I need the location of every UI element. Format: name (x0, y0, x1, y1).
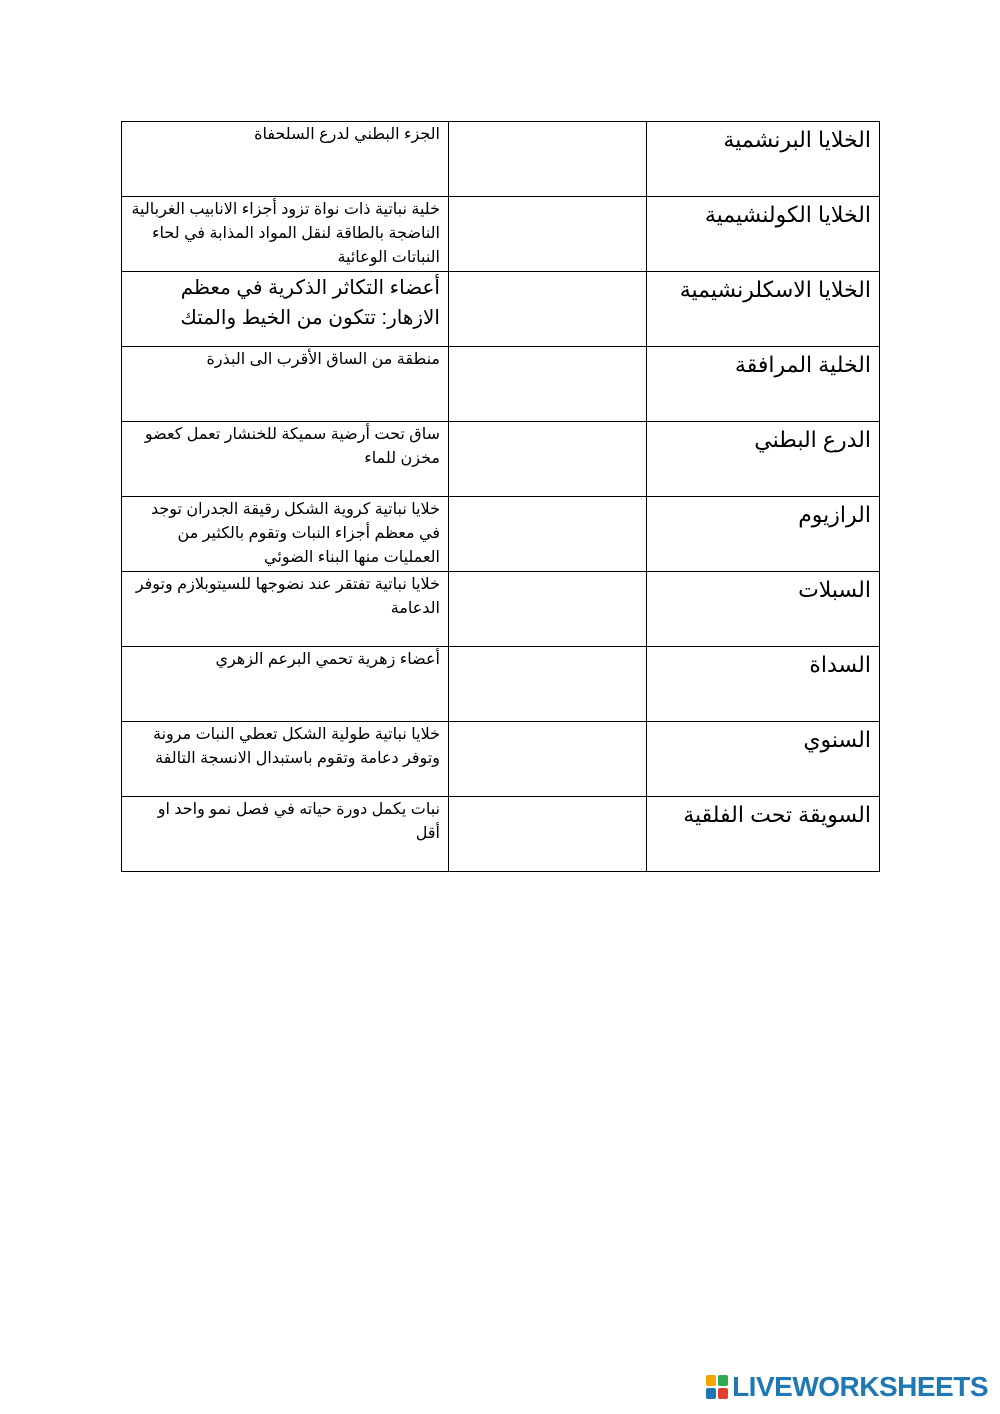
term-text: الدرع البطني (754, 427, 871, 452)
definition-text: ساق تحت أرضية سميكة للخنشار تعمل كعضو مخزن للماء (144, 426, 440, 467)
term-cell (647, 572, 880, 647)
definition-cell (122, 122, 449, 197)
definition-cell (122, 722, 449, 797)
term-cell (647, 122, 880, 197)
match-answer-cell[interactable] (449, 497, 647, 572)
definition-text: أعضاء التكاثر الذكرية في معظم الازهار: تتكون من الخيط والمتك (180, 277, 440, 329)
table-row (122, 647, 880, 722)
brand-name: LIVEWORKSHEETS (732, 1371, 988, 1402)
definition-text: خلية نباتية ذات نواة تزود أجزاء الانابيب الغربالية الناضجة بالطاقة لنقل المواد المذابة في لحاء النباتات الوعائية (131, 201, 440, 266)
term-cell (647, 722, 880, 797)
term-cell (647, 797, 880, 872)
term-cell (647, 497, 880, 572)
term-text: السبلات (798, 577, 871, 602)
definition-cell (122, 272, 449, 347)
term-cell (647, 197, 880, 272)
table-row (122, 122, 880, 197)
definition-text: الجزء البطني لدرع السلحفاة (254, 126, 440, 143)
liveworksheets-logo (706, 1372, 988, 1402)
term-cell (647, 272, 880, 347)
table-row (122, 722, 880, 797)
term-cell (647, 347, 880, 422)
table-row (122, 572, 880, 647)
match-answer-cell[interactable] (449, 272, 647, 347)
match-drop-zone[interactable] (457, 422, 638, 494)
logo-square-3 (706, 1388, 716, 1399)
definition-cell (122, 572, 449, 647)
term-text: الخلية المرافقة (734, 352, 871, 377)
table-row (122, 497, 880, 572)
definition-cell (122, 197, 449, 272)
definition-text: خلايا نباتية كروية الشكل رقيقة الجدران توجد في معظم أجزاء النبات وتقوم بالكثير من العمليات منها البناء الضوئي (150, 501, 440, 566)
term-cell (647, 422, 880, 497)
term-text: الرازيوم (798, 502, 871, 527)
definition-text: خلايا نباتية طولية الشكل تعطي النبات مرونة وتوفر دعامة وتقوم باستبدال الانسجة التالفة (153, 726, 440, 767)
match-answer-cell[interactable] (449, 422, 647, 497)
term-cell (647, 647, 880, 722)
match-drop-zone[interactable] (457, 347, 638, 419)
definition-text: منطقة من الساق الأقرب الى البذرة (206, 351, 440, 368)
matching-table (121, 121, 880, 872)
definition-text: نبات يكمل دورة حياته في فصل نمو واحد او أقل (157, 801, 440, 842)
definition-cell (122, 347, 449, 422)
table-row (122, 347, 880, 422)
match-answer-cell[interactable] (449, 722, 647, 797)
definition-cell (122, 422, 449, 497)
match-drop-zone[interactable] (457, 797, 638, 869)
match-answer-cell[interactable] (449, 797, 647, 872)
term-text: السداة (809, 652, 871, 677)
definition-cell (122, 797, 449, 872)
match-drop-zone[interactable] (457, 647, 638, 719)
term-text: الخلايا الكولنشيمية (704, 202, 871, 227)
table-row (122, 197, 880, 272)
match-answer-cell[interactable] (449, 122, 647, 197)
table-body (122, 122, 880, 872)
term-text: الخلايا البرنشمية (723, 127, 871, 152)
definition-text: أعضاء زهرية تحمي البرعم الزهري (215, 651, 440, 668)
liveworksheets-icon (706, 1375, 728, 1399)
match-answer-cell[interactable] (449, 647, 647, 722)
term-text: السنوي (803, 727, 871, 752)
table-row (122, 422, 880, 497)
match-drop-zone[interactable] (457, 272, 638, 344)
logo-square-2 (718, 1375, 728, 1386)
match-drop-zone[interactable] (457, 122, 638, 194)
match-answer-cell[interactable] (449, 572, 647, 647)
match-answer-cell[interactable] (449, 197, 647, 272)
match-drop-zone[interactable] (457, 572, 638, 644)
match-drop-zone[interactable] (457, 722, 638, 794)
logo-square-4 (718, 1388, 728, 1399)
logo-square-1 (706, 1375, 716, 1386)
definition-cell (122, 497, 449, 572)
definition-text: خلايا نباتية تفتقر عند نضوجها للسيتوبلازم وتوفر الدعامة (135, 576, 440, 617)
match-answer-cell[interactable] (449, 347, 647, 422)
match-drop-zone[interactable] (457, 197, 638, 269)
term-text: السويقة تحت الفلقية (683, 802, 871, 827)
table-row (122, 272, 880, 347)
term-text: الخلايا الاسكلرنشيمية (679, 277, 871, 302)
table-row (122, 797, 880, 872)
match-drop-zone[interactable] (457, 497, 638, 569)
definition-cell (122, 647, 449, 722)
